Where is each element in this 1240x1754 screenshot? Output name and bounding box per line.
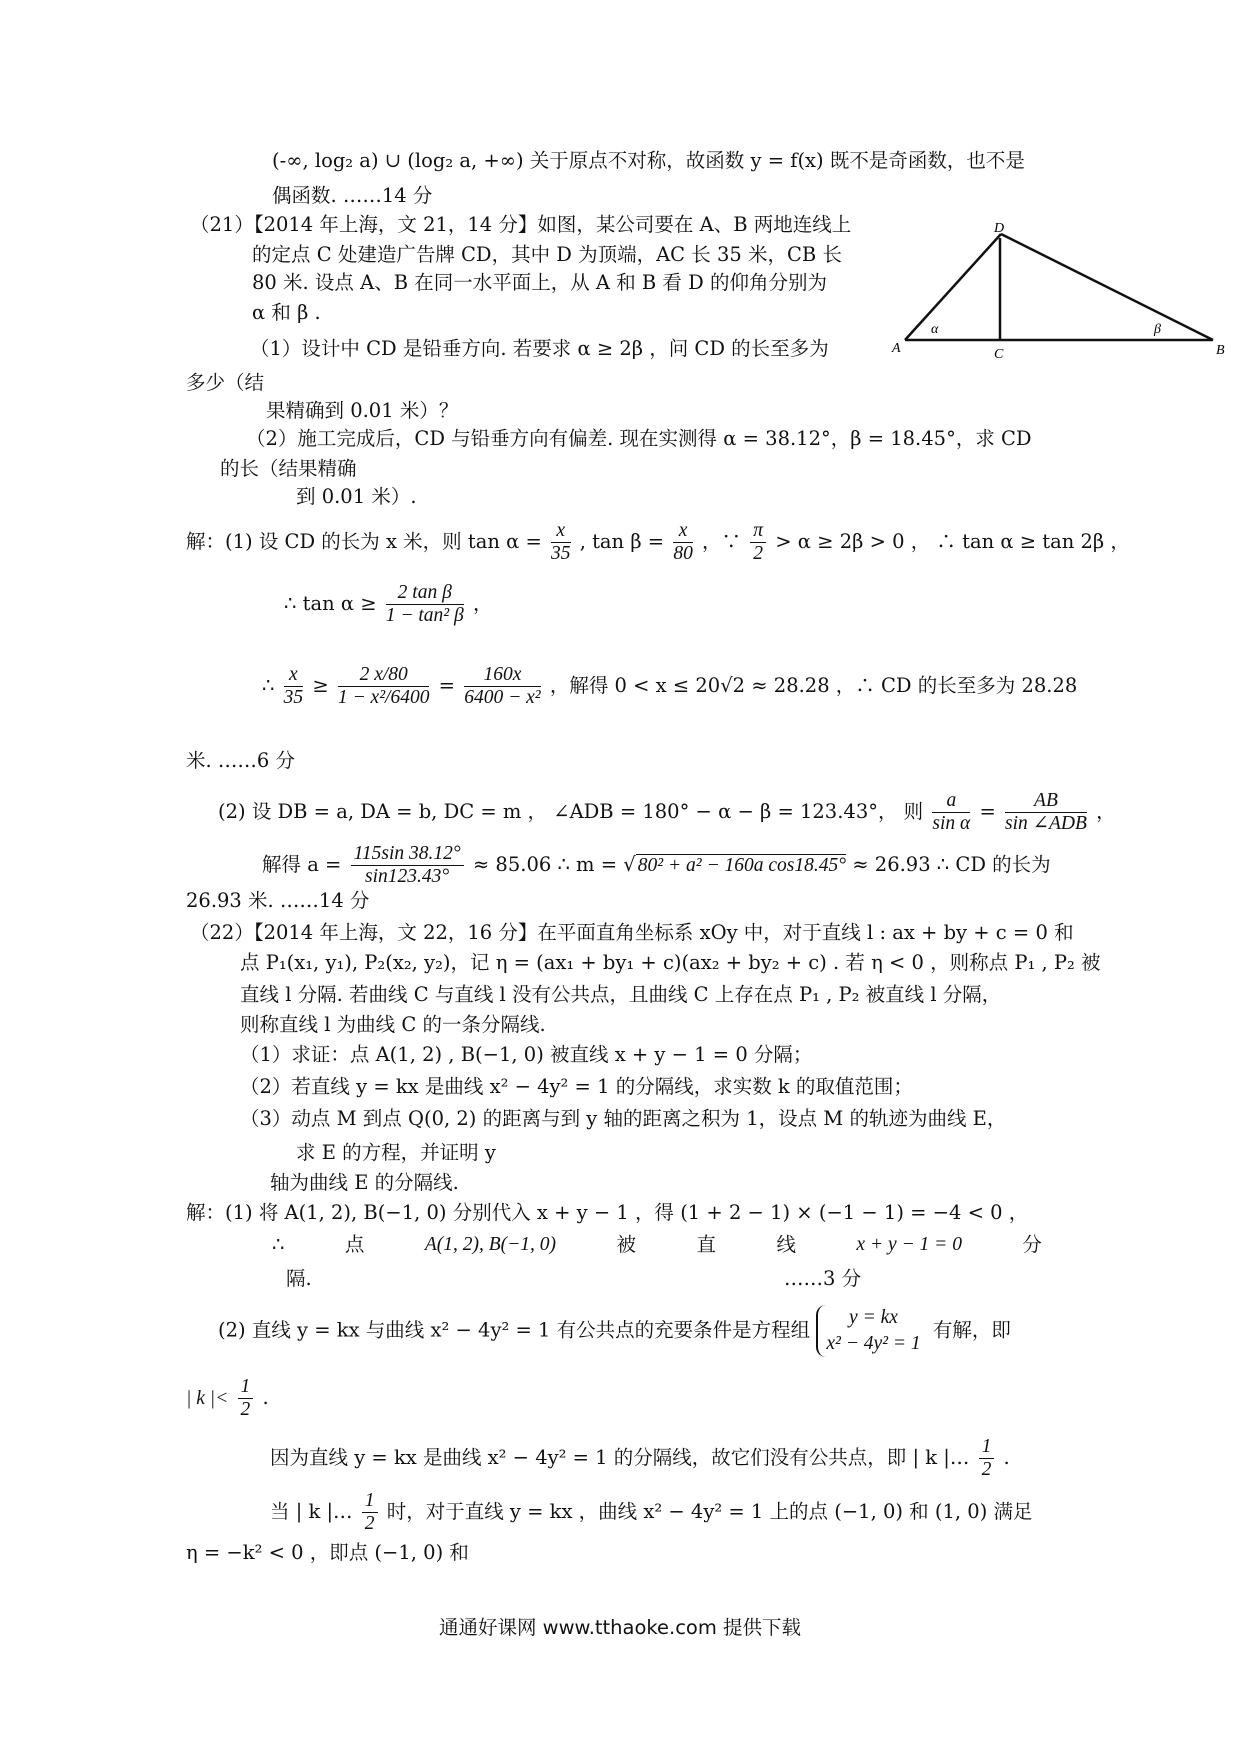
label-a: A bbox=[892, 341, 901, 356]
text-line: 果精确到 0.01 米）？ bbox=[266, 399, 459, 422]
label-c: C bbox=[994, 347, 1004, 360]
fraction: $\frac{\text{2 tan β}}{\text{1 − tan² β}}$ bbox=[385, 582, 464, 626]
fraction: $\frac{x}{35}$ bbox=[551, 520, 571, 564]
line-ad bbox=[905, 234, 1001, 340]
fraction: $\frac{1}{2}$ bbox=[979, 1436, 995, 1481]
label-alpha: α bbox=[931, 322, 939, 337]
solution-line: 解：(1) 设 CD 的长为 x 米，则 tan α = $\frac{x}{35}$ , tan β = $\frac{x}{80}$ ，∵ $\frac{\pi}{2}$ > α ≥ 2β > 0 ， ∴ tan α ≥ tan 2β ， bbox=[186, 520, 1130, 564]
fraction: $\frac{AB}{\text{sin ∠ADB}}$ bbox=[1005, 790, 1087, 834]
fraction: $\frac{x}{35}$ bbox=[283, 664, 304, 708]
text-line: 米. ……6 分 bbox=[186, 749, 296, 772]
q21-heading: （21）【2014 年上海，文 21，14 分】如图，某公司要在 A、B 两地连线上 bbox=[190, 213, 852, 236]
text-line: η = −k² < 0 ，即点 (−1, 0) 和 bbox=[186, 1541, 469, 1564]
line-db bbox=[1001, 234, 1213, 340]
solution-line: 当 | k |… $\frac{1}{2}$ 时，对于直线 y = kx ，曲线 x² − 4y² = 1 上的点 (−1, 0) 和 (1, 0) 满足 bbox=[270, 1490, 1033, 1534]
solution-line: ∴ tan α ≥ $\frac{\text{2 tan β}}{\text{1 − tan² β}}$ ， bbox=[284, 582, 493, 626]
text-line: （1）设计中 CD 是铅垂方向. 若要求 α ≥ 2β ，问 CD 的长至多为 bbox=[250, 337, 829, 360]
label-beta: β bbox=[1154, 322, 1161, 337]
footer-credit: 通通好课网 www.tthaoke.com 提供下载 bbox=[438, 1616, 802, 1639]
text-line: 隔. bbox=[286, 1267, 312, 1290]
text-line: α 和 β . bbox=[252, 301, 321, 324]
text-line: 80 米. 设点 A、B 在同一水平面上，从 A 和 B 看 D 的仰角分别为 bbox=[252, 271, 827, 294]
text-line: （3）动点 M 到点 Q(0, 2) 的距离与到 y 轴的距离之积为 1，设点 M 的轨迹为曲线 E， bbox=[240, 1107, 1007, 1130]
solution-line: | k |< $\frac{1}{2}$ . bbox=[186, 1376, 269, 1420]
solution-line: 因为直线 y = kx 是曲线 x² − 4y² = 1 的分隔线，故它们没有公共点，即 | k |… $\frac{1}{2}$ . bbox=[270, 1436, 1010, 1480]
text-line: ……3 分 bbox=[784, 1267, 862, 1290]
fraction: $\frac{1}{2}$ bbox=[238, 1376, 254, 1421]
fraction: $\frac{x}{80}$ bbox=[673, 520, 693, 564]
text-line: 的定点 C 处建造广告牌 CD，其中 D 为顶端，AC 长 35 米，CB 长 bbox=[252, 243, 842, 266]
text-line: 到 0.01 米）. bbox=[296, 485, 417, 508]
label-d: D bbox=[994, 221, 1005, 236]
label-b: B bbox=[1216, 343, 1225, 358]
text-line: (-∞, log₂ a) ∪ (log₂ a, +∞) 关于原点不对称，故函数 y = f(x) 既不是奇函数，也不是 bbox=[272, 149, 1025, 172]
text-line: 点 P₁(x₁, y₁), P₂(x₂, y₂)，记 η = (ax₁ + by₁ + c)(ax₂ + by₂ + c) . 若 η < 0 ，则称点 P₁ , P₂ 被 bbox=[240, 951, 1101, 974]
text-line: 求 E 的方程，并证明 y bbox=[296, 1141, 496, 1164]
text-line: （1）求证：点 A(1, 2) , B(−1, 0) 被直线 x + y − 1 = 0 分隔； bbox=[240, 1043, 813, 1066]
text-line: 直线 l 分隔. 若曲线 C 与直线 l 没有公共点，且曲线 C 上存在点 P₁ , P₂ 被直线 l 分隔， bbox=[240, 983, 1002, 1006]
fraction: $\frac{1}{2}$ bbox=[362, 1490, 378, 1535]
text-line: 26.93 米. ……14 分 bbox=[186, 889, 370, 912]
text-line: 则称直线 l 为曲线 C 的一条分隔线. bbox=[240, 1013, 546, 1036]
equation-system: y = kx x² − 4y² = 1 bbox=[816, 1305, 926, 1357]
fraction: $\frac{2 x/80}{\text{1 − x²/6400}}$ bbox=[337, 664, 430, 708]
q22-heading: （22）【2014 年上海，文 22，16 分】在平面直角坐标系 xOy 中，对于直线 l : ax + by + c = 0 和 bbox=[190, 921, 1074, 944]
fraction: $\frac{a}{\text{sin α}}$ bbox=[932, 790, 971, 834]
solution-line: (2) 设 DB = a, DA = b, DC = m ， ∠ADB = 180° − α − β = 123.43°， 则 $\frac{a}{\text{sin α}}$ = $\frac{AB}{\text{sin ∠ADB}}$ ， bbox=[218, 790, 1116, 834]
text-line: 轴为曲线 E 的分隔线. bbox=[270, 1171, 459, 1194]
text-line: 偶函数. ……14 分 bbox=[272, 184, 433, 207]
text-line: （2）若直线 y = kx 是曲线 x² − 4y² = 1 的分隔线，求实数 k 的取值范围； bbox=[240, 1075, 913, 1098]
triangle-figure bbox=[880, 220, 1225, 360]
text-line: 的长（结果精确 bbox=[220, 457, 357, 480]
fraction: $\frac{160x}{\text{6400 − x²}}$ bbox=[464, 664, 541, 708]
fraction: $\frac{115\sin 38.12^\circ}{\sin 123.43^\circ}$ bbox=[351, 843, 464, 888]
text-line: （2）施工完成后，CD 与铅垂方向有偏差. 现在实测得 α = 38.12°，β = 18.45°，求 CD bbox=[246, 427, 1032, 450]
solution-line: ∴ $\frac{x}{35}$ ≥ $\frac{2 x/80}{\text{1 − x²/6400}}$ = $\frac{160x}{\text{6400 − x²}}$ ，解得 0 < x ≤ 20√2 ≈ 28.28 ，∴ CD 的长至多为 28.28 bbox=[262, 664, 1078, 708]
text-line: ∴ 点 A(1, 2), B(−1, 0) 被 直 线 x + y − 1 = 0 分 bbox=[272, 1233, 1042, 1256]
text-line: 解：(1) 将 A(1, 2), B(−1, 0) 分别代入 x + y − 1 ，得 (1 + 2 − 1) × (−1 − 1) = −4 < 0 ， bbox=[186, 1201, 1029, 1224]
solution-line: (2) 直线 y = kx 与曲线 x² − 4y² = 1 有公共点的充要条件是方程组 y = kx x² − 4y² = 1 有解，即 bbox=[218, 1305, 1011, 1357]
text-line: 多少（结 bbox=[186, 371, 265, 394]
solution-line: 解得 a = $\frac{115\sin 38.12^\circ}{\sin 123.43^\circ}$ ≈ 85.06 ∴ m = √ 80² + a² − 160a cos18.45° ≈ 26.93 ∴ CD 的长为 bbox=[262, 843, 1051, 887]
fraction: $\frac{\pi}{2}$ bbox=[750, 520, 766, 565]
